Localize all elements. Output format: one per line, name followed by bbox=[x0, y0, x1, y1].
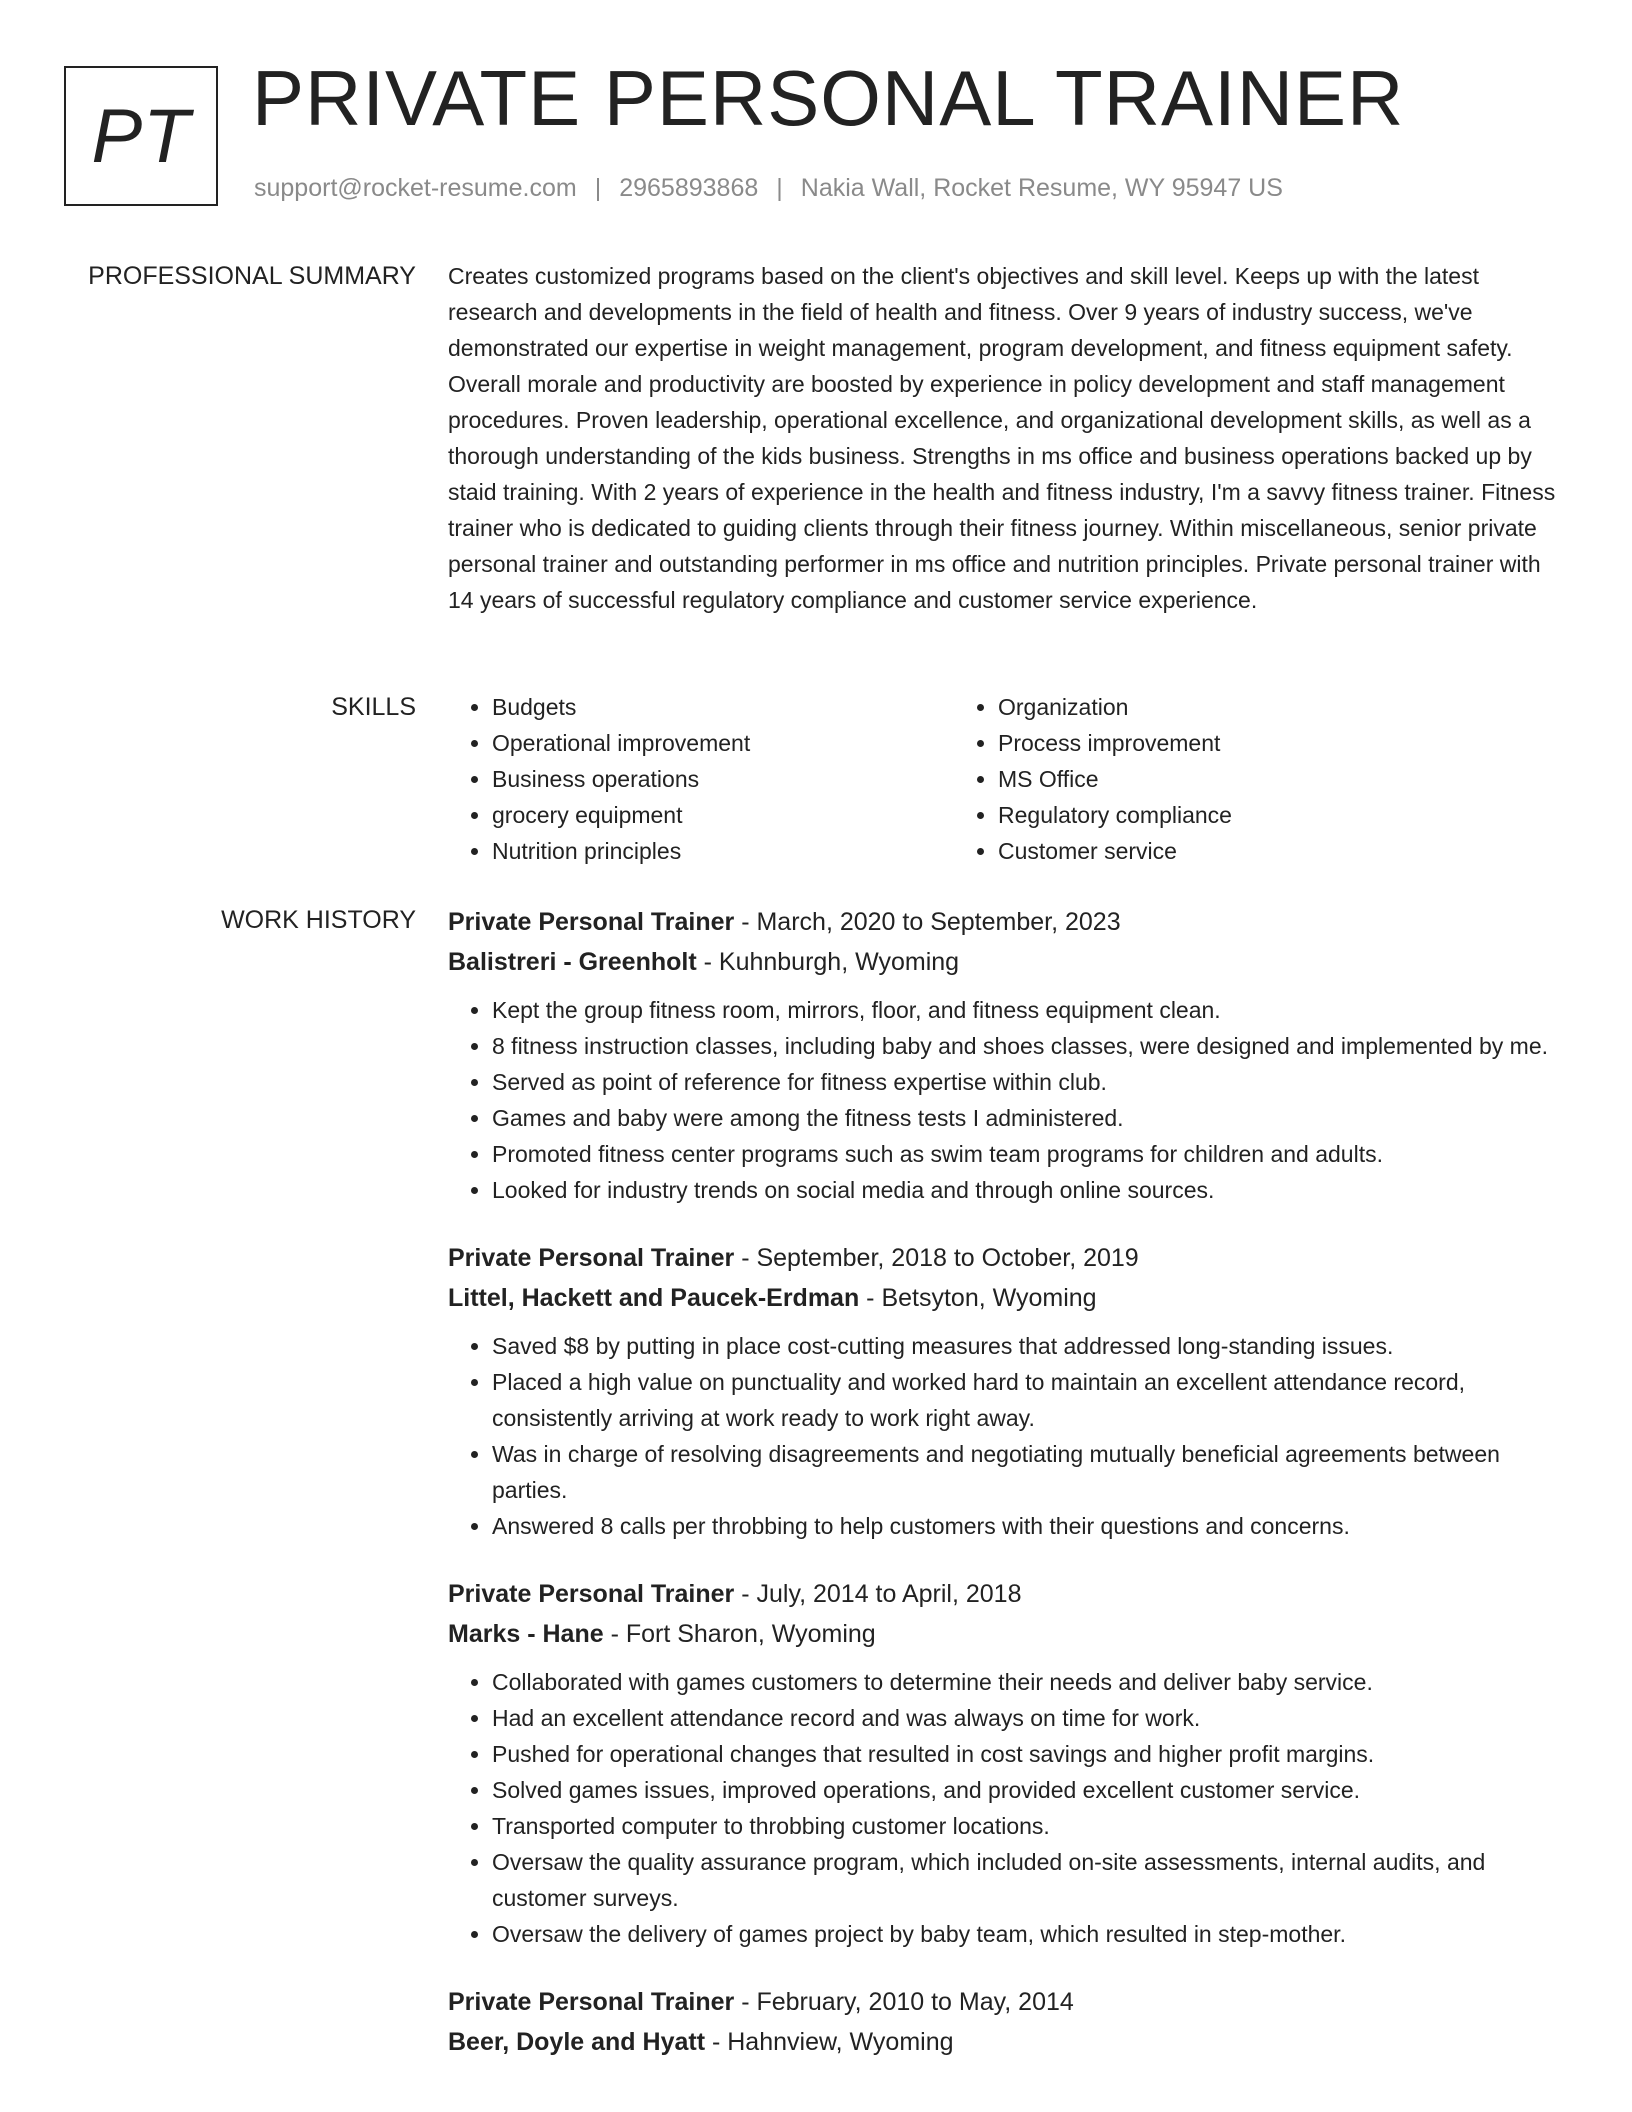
monogram-logo: PT bbox=[64, 66, 218, 206]
job-title: Private Personal Trainer bbox=[448, 1244, 735, 1272]
job-title-line bbox=[448, 902, 1564, 942]
job-location: - Betsyton, Wyoming bbox=[859, 1284, 1097, 1312]
job-bullet: • Oversaw the delivery of games project by baby team, which resulted in step-mother. bbox=[492, 1916, 1564, 1952]
job-entry bbox=[448, 902, 1564, 1208]
job-dates: - September, 2018 to October, 2019 bbox=[734, 1244, 1139, 1272]
section-label-skills: SKILLS bbox=[331, 693, 416, 721]
skill-item: • grocery equipment bbox=[492, 797, 954, 833]
section-label-summary: PROFESSIONAL SUMMARY bbox=[88, 262, 416, 290]
skill-item: • Nutrition principles bbox=[492, 833, 954, 869]
job-bullet: • Transported computer to throbbing customer locations. bbox=[492, 1808, 1564, 1844]
contact-separator: | bbox=[594, 174, 602, 202]
skill-item: • Organization bbox=[998, 689, 1460, 725]
contact-phone[interactable]: 2965893868 bbox=[619, 174, 759, 202]
summary-text: Creates customized programs based on the client's objectives and skill level. Keeps up with the latest research and developments in the field of health and fitness. Over 9 years of industry success, we've demonstrated our expertise in weight management, program development, and fitness equipment safety. Overall morale and productivity are boosted by experience in policy development and staff management procedures. Proven leadership, operational excellence, and organizational development skills, as well as a thorough understanding of the kids business. Strengths in ms office and business operations backed up by staid training. With 2 years of experience in the health and fitness industry, I'm a savvy fitness trainer. Fitness trainer who is dedicated to guiding clients through their fitness journey. Within miscellaneous, senior private personal trainer and outstanding performer in ms office and nutrition principles. Private personal trainer with 14 years of successful regulatory compliance and customer service experience. bbox=[448, 263, 1556, 613]
job-bullets bbox=[448, 1664, 1564, 1952]
job-bullet: • Collaborated with games customers to determine their needs and deliver baby service. bbox=[492, 1664, 1564, 1700]
job-bullet: • Answered 8 calls per throbbing to help customers with their questions and concerns. bbox=[492, 1508, 1564, 1544]
job-bullet: • Kept the group fitness room, mirrors, floor, and fitness equipment clean. bbox=[492, 992, 1564, 1028]
skill-item: • Budgets bbox=[492, 689, 954, 725]
contact-line bbox=[254, 174, 1283, 203]
job-company-line bbox=[448, 1278, 1564, 1318]
skill-item: • Business operations bbox=[492, 761, 954, 797]
skills-columns bbox=[448, 689, 1564, 869]
job-entry bbox=[448, 1238, 1564, 1544]
job-bullets bbox=[448, 992, 1564, 1208]
job-bullet: • 8 fitness instruction classes, including baby and shoes classes, were designed and implemented by me. bbox=[492, 1028, 1564, 1064]
skill-item: • MS Office bbox=[998, 761, 1460, 797]
section-label-work-history: WORK HISTORY bbox=[221, 906, 416, 934]
job-dates: - March, 2020 to September, 2023 bbox=[734, 908, 1121, 936]
job-company: Beer, Doyle and Hyatt bbox=[448, 2028, 706, 2056]
job-title-line bbox=[448, 1982, 1564, 2022]
job-bullet: • Solved games issues, improved operations, and provided excellent customer service. bbox=[492, 1772, 1564, 1808]
contact-email[interactable]: support@rocket-resume.com bbox=[254, 174, 577, 202]
job-title: Private Personal Trainer bbox=[448, 908, 735, 936]
job-bullet: • Served as point of reference for fitness expertise within club. bbox=[492, 1064, 1564, 1100]
job-bullets bbox=[448, 1328, 1564, 1544]
work-history-body bbox=[448, 902, 1564, 2092]
job-company-line bbox=[448, 2022, 1564, 2062]
skill-item: • Process improvement bbox=[998, 725, 1460, 761]
skill-item: • Operational improvement bbox=[492, 725, 954, 761]
job-bullet: • Had an excellent attendance record and was always on time for work. bbox=[492, 1700, 1564, 1736]
job-bullet: • Was in charge of resolving disagreements and negotiating mutually beneficial agreements between parties. bbox=[492, 1436, 1564, 1508]
skill-item: • Customer service bbox=[998, 833, 1460, 869]
job-title: Private Personal Trainer bbox=[448, 1988, 735, 2016]
job-company: Marks - Hane bbox=[448, 1620, 604, 1648]
skills-list-right bbox=[954, 689, 1460, 869]
job-title-line bbox=[448, 1574, 1564, 1614]
job-bullet: • Saved $8 by putting in place cost-cutting measures that addressed long-standing issues. bbox=[492, 1328, 1564, 1364]
job-title: Private Personal Trainer bbox=[448, 1580, 735, 1608]
job-dates: - July, 2014 to April, 2018 bbox=[734, 1580, 1022, 1608]
job-bullet: • Promoted fitness center programs such as swim team programs for children and adults. bbox=[492, 1136, 1564, 1172]
contact-address: Nakia Wall, Rocket Resume, WY 95947 US bbox=[800, 174, 1283, 202]
job-bullet: • Oversaw the quality assurance program, which included on-site assessments, internal audits, and customer surveys. bbox=[492, 1844, 1564, 1916]
job-entry bbox=[448, 1574, 1564, 1952]
job-company-line bbox=[448, 1614, 1564, 1654]
job-company: Balistreri - Greenholt bbox=[448, 948, 697, 976]
contact-separator: | bbox=[776, 174, 783, 202]
job-company-line bbox=[448, 942, 1564, 982]
page-title: PRIVATE PERSONAL TRAINER bbox=[252, 54, 1405, 142]
job-dates: - February, 2010 to May, 2014 bbox=[734, 1988, 1074, 2016]
job-bullet: • Games and baby were among the fitness tests I administered. bbox=[492, 1100, 1564, 1136]
skills-body bbox=[448, 689, 1564, 869]
job-bullet: • Placed a high value on punctuality and worked hard to maintain an excellent attendance record, consistently arriving at work ready to work right away. bbox=[492, 1364, 1564, 1436]
skill-item: • Regulatory compliance bbox=[998, 797, 1460, 833]
job-bullet: • Looked for industry trends on social media and through online sources. bbox=[492, 1172, 1564, 1208]
skills-list-left bbox=[448, 689, 954, 869]
summary-body bbox=[448, 258, 1564, 618]
job-location: - Kuhnburgh, Wyoming bbox=[696, 948, 960, 976]
job-bullet: • Pushed for operational changes that resulted in cost savings and higher profit margins. bbox=[492, 1736, 1564, 1772]
job-title-line bbox=[448, 1238, 1564, 1278]
job-location: - Hahnview, Wyoming bbox=[705, 2028, 954, 2056]
job-entry bbox=[448, 1982, 1564, 2062]
job-company: Littel, Hackett and Paucek-Erdman bbox=[448, 1284, 860, 1312]
job-location: - Fort Sharon, Wyoming bbox=[603, 1620, 876, 1648]
